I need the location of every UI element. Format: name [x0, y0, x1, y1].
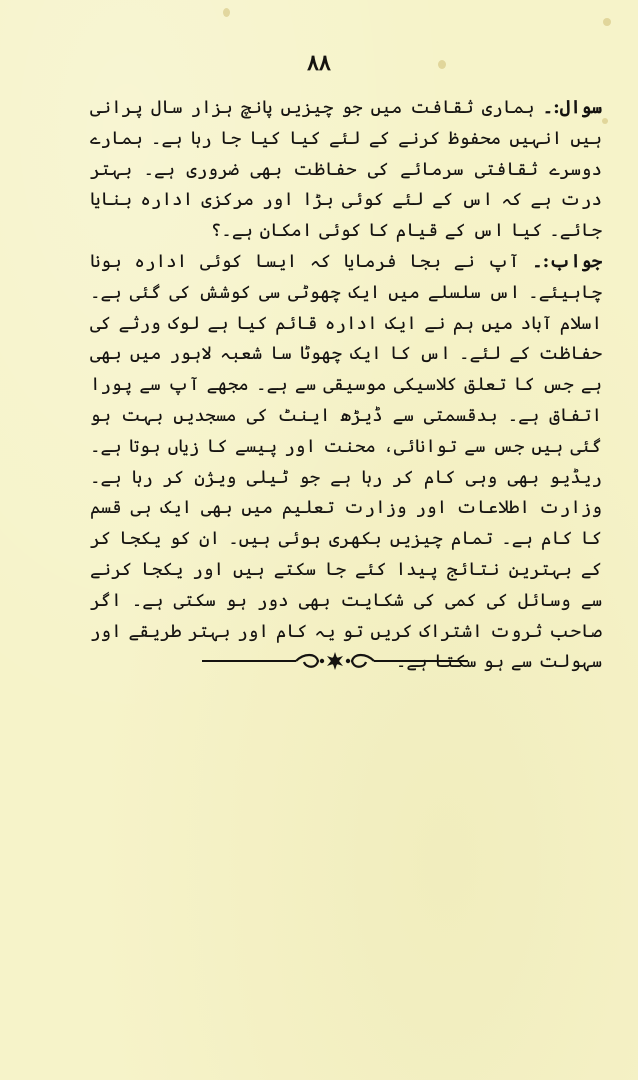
paper-stain: [602, 118, 608, 124]
paper-stain: [603, 18, 611, 26]
page-content: [90, 93, 602, 678]
answer-label: جواب:۔: [532, 250, 602, 272]
question-paragraph: [90, 93, 602, 247]
paper-stain: [223, 8, 230, 17]
decorative-divider-icon: [200, 650, 470, 672]
question-text: ہماری ثقافت میں جو چیزیں پانچ ہزار سال پرانی ہیں انہیں محفوظ کرنے کے لئے کیا کیا جا رہا ہے۔ ہمارے دوسرے ثقافتی سرمائے کی حفاظت بھی ضروری ہے۔ بہتر درت ہے کہ اس کے لئے کوئی بڑا اور مرکزی ادارہ بنایا جائے۔ کیا اس کے قیام کا کوئی امکان ہے۔؟: [90, 97, 602, 242]
page-number: ۸۸: [307, 50, 331, 76]
answer-paragraph: [90, 247, 602, 678]
question-label: سوال:۔: [542, 97, 602, 118]
decorative-divider-icon: [200, 650, 470, 672]
answer-text: آپ نے بجا فرمایا کہ ایسا کوئی ادارہ ہونا چاہیئے۔ اس سلسلے میں ایک چھوٹی سی کوشش کی گئی ہے۔ اسلام آباد میں ہم نے ایک ادارہ قائم کیا ہے لوک ورثے کی حفاظت کے لئے۔ اس کا ایک چھوٹا سا شعبہ لاہور میں بھی ہے جس کا تعلق کلاسیکی موسیقی سے ہے۔ مجھے آپ سے پورا اتفاق ہے۔ بدقسمتی سے ڈیڑھ اینٹ کی مسجدیں بہت ہو گئی ہیں جس سے توانائی، محنت اور پیسے کا زیاں ہوتا ہے۔ ریڈیو بھی وہی کام کر رہا ہے جو ٹیلی ویژن کر رہا ہے۔ وزارت اطلاعات اور وزارت تعلیم میں بھی ایک ہی قسم کا کام ہے۔ تمام چیزیں بکھری ہوئی ہیں۔ ان کو یکجا کر کے بہترین نتائج پیدا کئے جا سکتے ہیں اور یکجا کرنے سے وسائل کی کمی کی شکایت بھی دور ہو سکتی ہے۔ اگر صاحب ثروت اشتراک کریں تو یہ کام اور بہتر طریقے اور سہولت سے ہو سکتا ہے۔: [90, 250, 602, 673]
